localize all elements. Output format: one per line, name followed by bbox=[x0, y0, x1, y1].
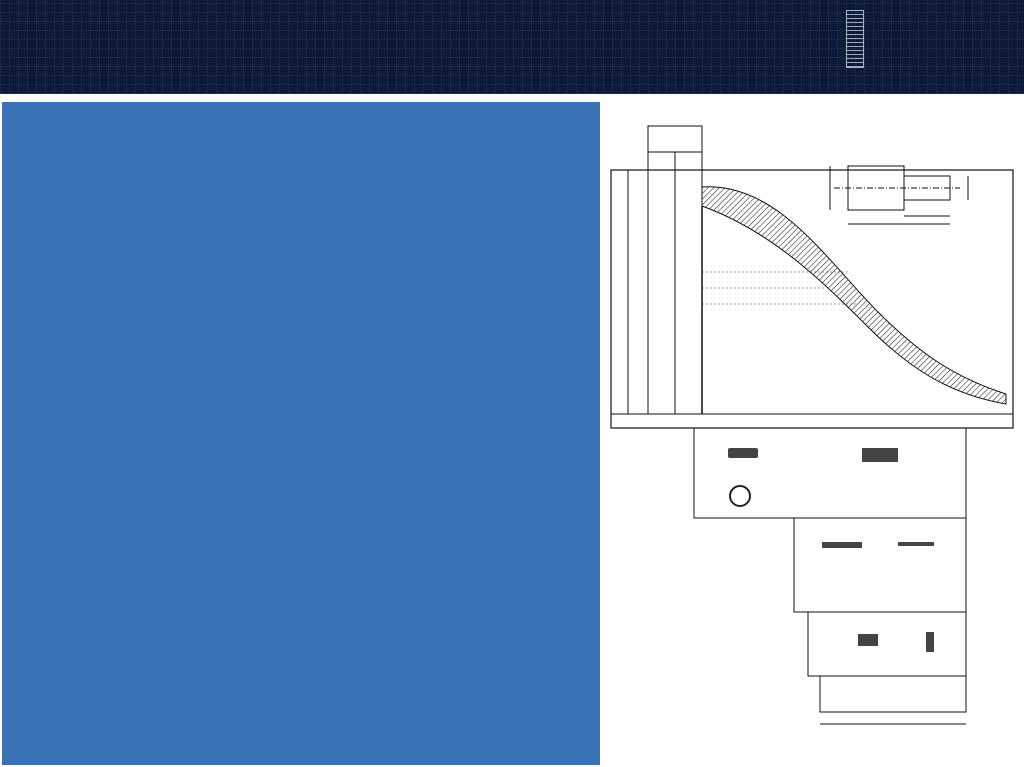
slide-title bbox=[30, 10, 140, 38]
text-panel bbox=[2, 102, 600, 765]
roughness-diagram bbox=[608, 112, 1016, 762]
slide-header bbox=[0, 0, 1024, 94]
tool-sketches bbox=[728, 448, 934, 652]
roughness-band bbox=[702, 187, 1006, 404]
university-logo bbox=[842, 4, 1018, 74]
methods-boxes bbox=[694, 428, 966, 724]
shaft-drawing bbox=[830, 166, 968, 224]
building-icon bbox=[846, 10, 864, 68]
diagram-frame bbox=[611, 170, 1013, 428]
